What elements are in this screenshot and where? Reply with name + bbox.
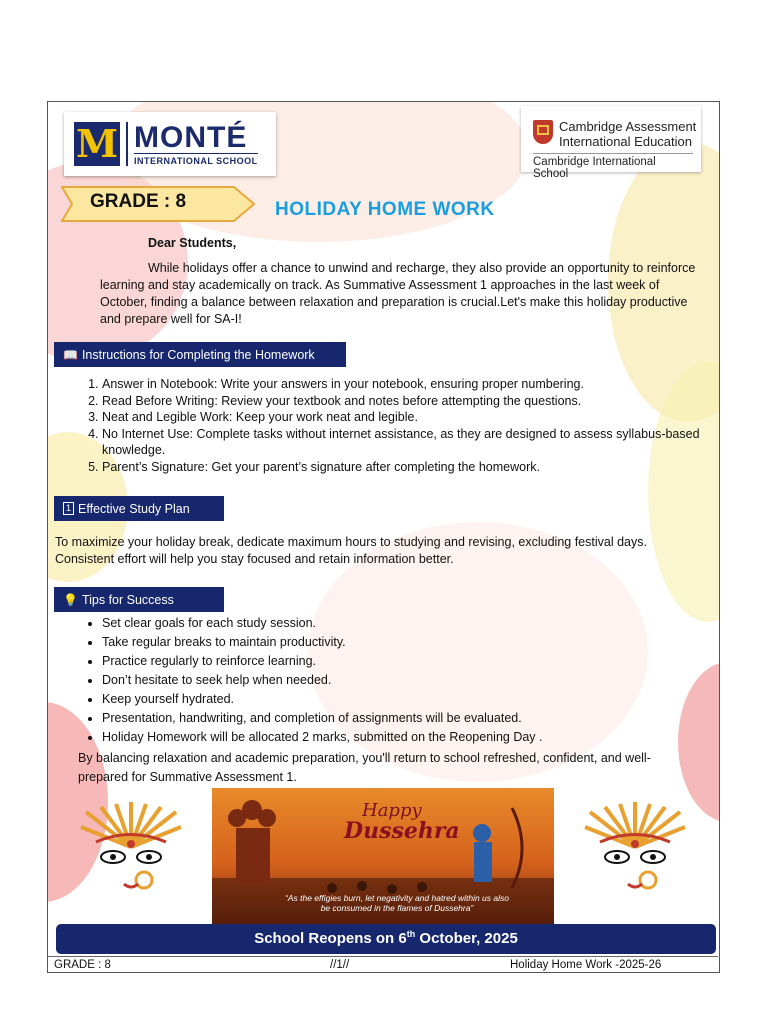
- list-item: • Keep yourself hydrated.: [102, 690, 720, 709]
- study-plan-heading-label: Effective Study Plan: [78, 501, 190, 516]
- list-item: 1. Answer in Notebook: Write your answers in your notebook, ensuring proper numbering.: [102, 376, 720, 393]
- intro-text: While holidays offer a chance to unwind and recharge, they also provide an opportunity to reinforce learning and stay academically on track. As Summative Assessment 1 approaches in the last week of October, finding a balance between relaxation and preparation is crucial.Let's make this holiday productive and prepare well for SA-I!: [100, 261, 696, 326]
- instructions-heading: [54, 342, 346, 367]
- school-subtitle: INTERNATIONAL SCHOOL: [134, 153, 258, 166]
- list-item: • Practice regularly to reinforce learning.: [102, 652, 720, 671]
- study-plan-heading: [54, 496, 224, 521]
- intro-paragraph: [100, 260, 700, 328]
- instructions-list: [74, 376, 720, 475]
- cambridge-logo: [521, 106, 701, 180]
- grade-label: GRADE : 8: [90, 191, 187, 212]
- durga-face-illustration-right: [570, 802, 700, 902]
- list-item: 4. No Internet Use: Complete tasks without internet assistance, as they are designed to assess syllabus-based knowledge.: [102, 426, 720, 459]
- footer-doc-title: Holiday Home Work -2025-26: [510, 959, 662, 971]
- page: [47, 101, 720, 973]
- tips-list: [74, 614, 720, 747]
- list-item: 3. Neat and Legible Work: Keep your work neat and legible.: [102, 409, 720, 426]
- list-item: 2. Read Before Writing: Review your textbook and notes before attempting the questions.: [102, 393, 720, 410]
- list-item: • Take regular breaks to maintain productivity.: [102, 633, 720, 652]
- list-item: • Holiday Homework will be allocated 2 marks, submitted on the Reopening Day .: [102, 728, 720, 747]
- banner-quote: “As the effigies burn, let negativity and hatred within us also be consumed in the flames of Dussehra”: [285, 893, 509, 913]
- banner-title: Dussehra: [344, 818, 460, 844]
- footer-page-number: //1//: [330, 959, 350, 971]
- school-logo: [64, 112, 276, 176]
- reopen-prefix: School Reopens on 6: [254, 930, 407, 947]
- logo-divider: [126, 122, 128, 166]
- number-one-icon: 1: [63, 502, 74, 515]
- school-logo-text: [134, 120, 258, 166]
- list-item: • Set clear goals for each study session.: [102, 614, 720, 633]
- cambridge-line1: Cambridge Assessment: [559, 119, 697, 134]
- list-item: • Don’t hesitate to seek help when needed.: [102, 671, 720, 690]
- lightbulb-icon: 💡: [63, 592, 78, 607]
- durga-face-illustration-left: [66, 802, 196, 902]
- list-item: • Presentation, handwriting, and completion of assignments will be evaluated.: [102, 709, 720, 728]
- tips-heading: [54, 587, 224, 612]
- cambridge-line2: International Education: [559, 134, 692, 149]
- instructions-heading-label: Instructions for Completing the Homework: [81, 347, 315, 362]
- cambridge-shield-icon: [533, 120, 553, 144]
- banner-happy: Happy: [362, 800, 422, 821]
- greeting: Dear Students,: [148, 236, 237, 250]
- tips-heading-label: Tips for Success: [81, 592, 174, 607]
- reopen-suffix: October, 2025: [415, 930, 518, 947]
- dussehra-banner: [212, 788, 554, 924]
- closing-text: By balancing relaxation and academic preparation, you'll return to school refreshed, confident, and well-prepared for Summative Assessment 1.: [78, 751, 651, 784]
- reopen-banner: [56, 924, 716, 954]
- study-plan-text: To maximize your holiday break, dedicate maximum hours to studying and revising, excluding festival days. Consistent effort will help you stay focused and retain information better.: [55, 535, 647, 566]
- book-icon: 📖: [63, 347, 78, 362]
- page-footer: [48, 956, 718, 973]
- footer-grade: GRADE : 8: [54, 959, 111, 971]
- cambridge-line3: Cambridge International School: [533, 153, 693, 180]
- school-name: MONTÉ: [134, 120, 248, 154]
- list-item: 5. Parent’s Signature: Get your parent’s signature after completing the homework.: [102, 459, 720, 476]
- page-title: HOLIDAY HOME WORK: [275, 199, 495, 220]
- reopen-sup: th: [406, 929, 416, 939]
- school-logo-mark: M: [75, 121, 119, 166]
- grade-tag: [60, 185, 240, 221]
